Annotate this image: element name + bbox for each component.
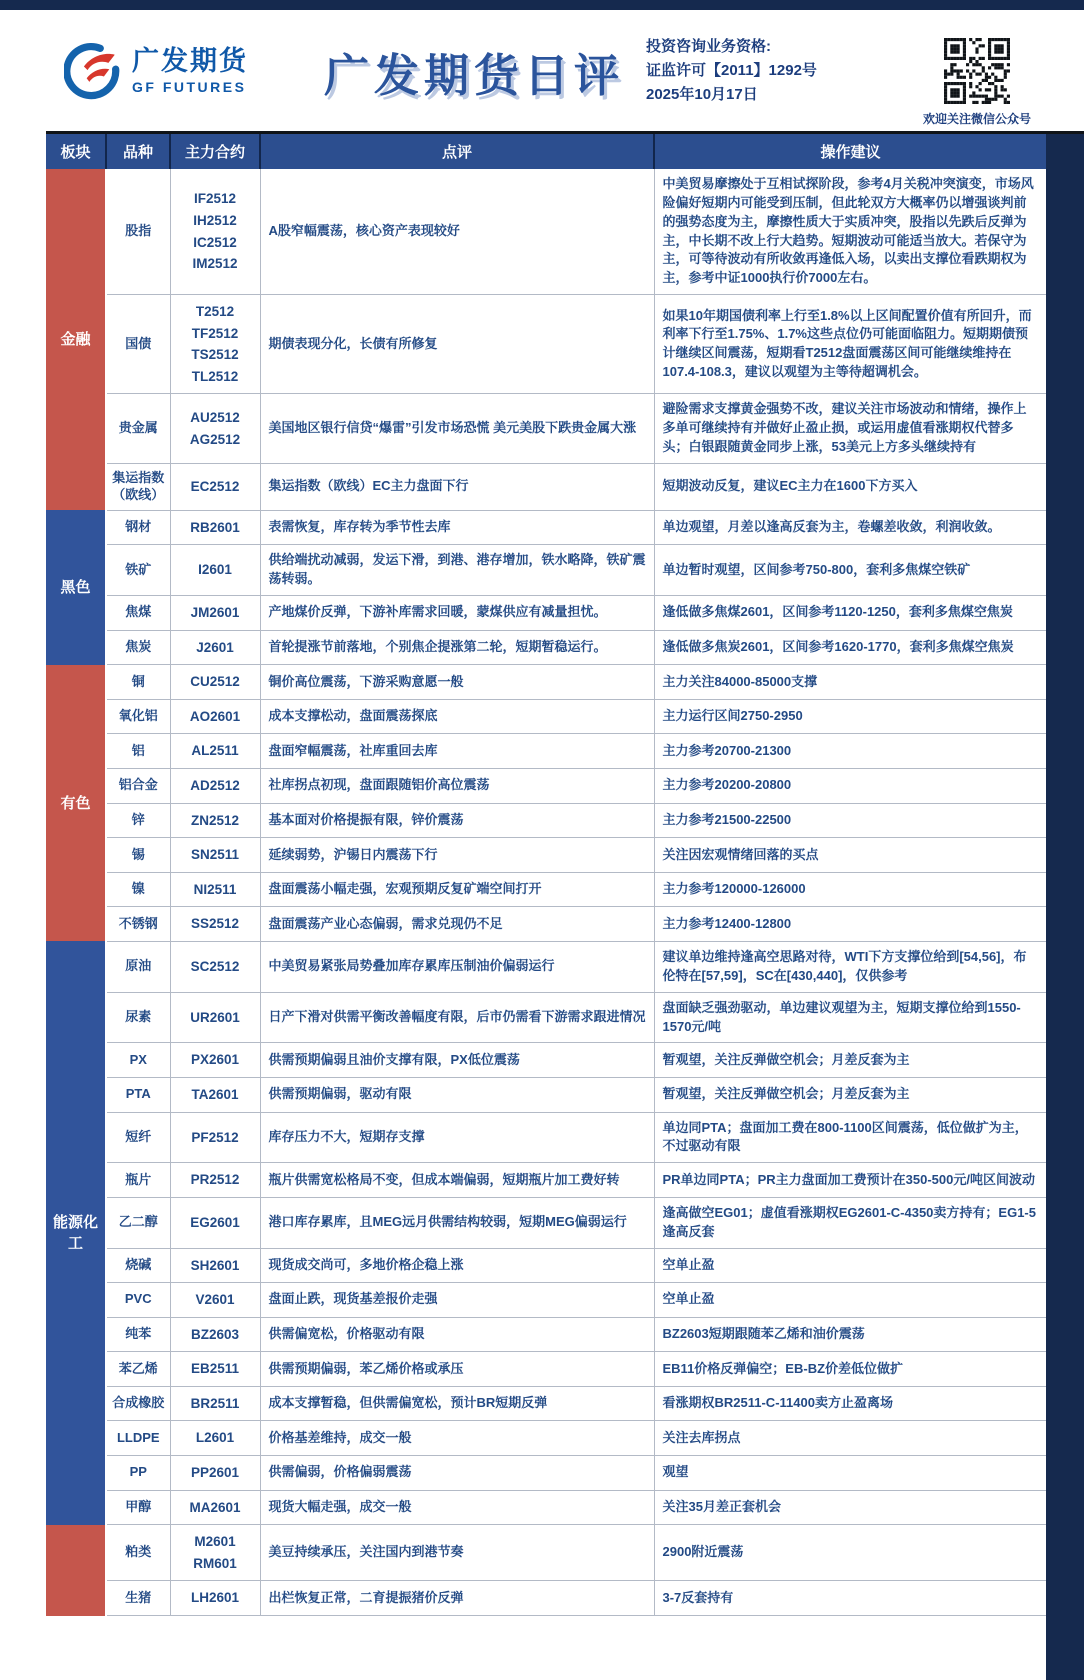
variety-cell: 瓶片: [106, 1163, 170, 1198]
comment-cell: 现货成交尚可，多地价格企稳上涨: [260, 1248, 654, 1283]
contract-cell: [170, 1112, 260, 1163]
comment-cell: 港口库存累库，且MEG远月供需结构较弱，短期MEG偏弱运行: [260, 1197, 654, 1248]
variety-cell: 合成橡胶: [106, 1386, 170, 1421]
comment-cell: 供需预期偏弱，苯乙烯价格或承压: [260, 1352, 654, 1387]
advice-cell: 逢高做空EG01；虚值看涨期权EG2601-C-4350卖方持有；EG1-5逢高反套: [654, 1197, 1046, 1248]
advice-cell: 如果10年期国债利率上行至1.8%以上区间配置价值有所回升，而利率下行至1.75%、1.7%这些点位仍可能面临阻力。短期期债预计继续区间震荡，短期看T2512盘面震荡区间可能继续维持在107.4-108.3，建议以观望为主等待超调机会。: [654, 295, 1046, 394]
comment-cell: 集运指数（欧线）EC主力盘面下行: [260, 463, 654, 510]
advice-cell: 主力运行区间2750-2950: [654, 699, 1046, 734]
table-row: [46, 803, 1046, 838]
contract-code: SN2511: [190, 847, 240, 863]
variety-cell: 镍: [106, 872, 170, 907]
contract-code: PP2601: [190, 1465, 240, 1481]
contract-cell: [170, 596, 260, 631]
contract-cell: [170, 394, 260, 464]
column-header-2: 主力合约: [170, 134, 260, 169]
column-header-1: 品种: [106, 134, 170, 169]
contract-code: IF2512: [193, 191, 237, 207]
table-header-row: [46, 134, 1046, 169]
advice-cell: 中美贸易摩擦处于互相试探阶段，参考4月关税冲突演变，市场风险偏好短期内可能受到压制，但此轮双方大概率仍以增强谈判前的强势态度为主，摩擦性质大于实质冲突，股指以先跌后反弹为主，中长期不改上行大趋势。短期波动可能适当放大。若保守为主，可等待波动有所收敛再逢低入场，以卖出支撑位看跌期权为主，参考中证1000执行价7000左右。: [654, 169, 1046, 295]
contract-cell: [170, 1283, 260, 1318]
contract-code: AO2601: [189, 708, 241, 724]
contract-cell: [170, 734, 260, 769]
comment-cell: 供需预期偏弱，驱动有限: [260, 1077, 654, 1112]
contract-cell: [170, 1317, 260, 1352]
section-label: 金融: [46, 169, 106, 510]
table-row: [46, 545, 1046, 596]
daily-review-table: [46, 134, 1046, 1616]
variety-cell: 国债: [106, 295, 170, 394]
table-row: [46, 630, 1046, 665]
contract-cell: [170, 1525, 260, 1581]
variety-cell: PX: [106, 1043, 170, 1078]
contract-cell: [170, 665, 260, 700]
comment-cell: 成本支撑松动，盘面震荡探底: [260, 699, 654, 734]
advice-cell: 关注因宏观情绪回落的买点: [654, 838, 1046, 873]
comment-cell: 首轮提涨节前落地，个别焦企提涨第二轮，短期暂稳运行。: [260, 630, 654, 665]
report-date: 2025年10月17日: [646, 86, 758, 103]
table-row: [46, 1456, 1046, 1491]
comment-cell: 中美贸易紧张局势叠加库存累库压制油价偏弱运行: [260, 941, 654, 992]
comment-cell: 盘面震荡小幅走强，宏观预期反复矿端空间打开: [260, 872, 654, 907]
contract-code: TF2512: [191, 325, 239, 341]
table-row: [46, 1043, 1046, 1078]
advice-cell: 关注去库拐点: [654, 1421, 1046, 1456]
section-label: 能源化工: [46, 941, 106, 1524]
variety-cell: 焦煤: [106, 596, 170, 631]
comment-cell: 成本支撑暂稳，但供需偏宽松，预计BR短期反弹: [260, 1386, 654, 1421]
contract-cell: [170, 1421, 260, 1456]
contract-cell: [170, 545, 260, 596]
section-label: [46, 1525, 106, 1616]
advice-cell: 2900附近震荡: [654, 1525, 1046, 1581]
variety-cell: 尿素: [106, 992, 170, 1043]
variety-cell: 乙二醇: [106, 1197, 170, 1248]
contract-code: MA2601: [189, 1499, 241, 1515]
comment-cell: 盘面止跌，现货基差报价走强: [260, 1283, 654, 1318]
contract-cell: [170, 1043, 260, 1078]
table-row: [46, 872, 1046, 907]
table-row: [46, 907, 1046, 942]
page-title: 广发期货日评: [323, 49, 624, 101]
table-row: [46, 1112, 1046, 1163]
comment-cell: 出栏恢复正常，二育提振猪价反弹: [260, 1581, 654, 1616]
table-row: [46, 1077, 1046, 1112]
table-row: [46, 1317, 1046, 1352]
comment-cell: 供需偏弱，价格偏弱震荡: [260, 1456, 654, 1491]
contract-cell: [170, 872, 260, 907]
contract-code: M2601: [194, 1534, 236, 1550]
variety-cell: PTA: [106, 1077, 170, 1112]
contract-code: L2601: [195, 1430, 235, 1446]
brand-logo: [64, 42, 316, 100]
advice-cell: 盘面缺乏强劲驱动，单边建议观望为主，短期支撑位给到1550-1570元/吨: [654, 992, 1046, 1043]
qr-code: [944, 38, 1010, 104]
advice-cell: 单边观望，月差以逢高反套为主，卷螺差收敛，利润收敛。: [654, 510, 1046, 545]
contract-code: BR2511: [190, 1395, 240, 1411]
comment-cell: 延续弱势，沪锡日内震荡下行: [260, 838, 654, 873]
section-label: 有色: [46, 665, 106, 942]
variety-cell: 苯乙烯: [106, 1352, 170, 1387]
comment-cell: 供需预期偏弱且油价支撑有限，PX低位震荡: [260, 1043, 654, 1078]
contract-code: PF2512: [191, 1129, 239, 1145]
contract-cell: [170, 699, 260, 734]
table-row: [46, 1525, 1046, 1581]
comment-cell: 产地煤价反弹，下游补库需求回暖，蒙煤供应有减量担忧。: [260, 596, 654, 631]
contract-code: T2512: [195, 304, 235, 320]
advice-cell: 暂观望，关注反弹做空机会；月差反套为主: [654, 1077, 1046, 1112]
advice-cell: 主力参考12400-12800: [654, 907, 1046, 942]
review-table-area: [46, 134, 1046, 1616]
comment-cell: 美国地区银行信贷“爆雷”引发市场恐慌 美元美股下跌贵金属大涨: [260, 394, 654, 464]
contract-cell: [170, 838, 260, 873]
table-row: [46, 734, 1046, 769]
table-row: [46, 295, 1046, 394]
brand-name-en: GF FUTURES: [132, 78, 247, 95]
variety-cell: PVC: [106, 1283, 170, 1318]
variety-cell: 锌: [106, 803, 170, 838]
advice-cell: EB11价格反弹偏空；EB-BZ价差低位做扩: [654, 1352, 1046, 1387]
table-row: [46, 1163, 1046, 1198]
advice-cell: 主力关注84000-85000支撑: [654, 665, 1046, 700]
contract-code: NI2511: [193, 881, 237, 897]
contract-code: SC2512: [190, 959, 240, 975]
variety-cell: 氧化铝: [106, 699, 170, 734]
comment-cell: 基本面对价格提振有限，锌价震荡: [260, 803, 654, 838]
variety-cell: PP: [106, 1456, 170, 1491]
top-border-bar: [0, 0, 1084, 10]
variety-cell: 短纤: [106, 1112, 170, 1163]
variety-cell: 钢材: [106, 510, 170, 545]
variety-cell: 原油: [106, 941, 170, 992]
variety-cell: 股指: [106, 169, 170, 295]
contract-code: AU2512: [190, 410, 240, 426]
table-row: [46, 394, 1046, 464]
contract-code: PX2601: [190, 1052, 240, 1068]
table-row: [46, 596, 1046, 631]
comment-cell: 现货大幅走强，成交一般: [260, 1490, 654, 1525]
brand-text: [132, 47, 248, 95]
contract-code: UR2601: [190, 1009, 240, 1025]
advice-cell: 观望: [654, 1456, 1046, 1491]
advice-cell: 3-7反套持有: [654, 1581, 1046, 1616]
comment-cell: 供给端扰动减弱，发运下滑，到港、港存增加，铁水略降，铁矿震荡转弱。: [260, 545, 654, 596]
variety-cell: 生猪: [106, 1581, 170, 1616]
table-row: [46, 1248, 1046, 1283]
contract-code: LH2601: [190, 1590, 240, 1606]
table-row: [46, 992, 1046, 1043]
comment-cell: 社库拐点初现，盘面跟随铝价高位震荡: [260, 769, 654, 804]
table-row: [46, 510, 1046, 545]
advice-cell: 逢低做多焦炭2601，区间参考1620-1770，套利多焦煤空焦炭: [654, 630, 1046, 665]
comment-cell: 库存压力不大，短期存支撑: [260, 1112, 654, 1163]
table-row: [46, 1352, 1046, 1387]
contract-code: AL2511: [191, 743, 239, 759]
contract-cell: [170, 1456, 260, 1491]
variety-cell: 铝: [106, 734, 170, 769]
credential-line: 证监许可【2011】1292号: [646, 62, 817, 79]
contract-code: JM2601: [190, 605, 240, 621]
table-row: [46, 1386, 1046, 1421]
contract-cell: [170, 1077, 260, 1112]
contract-cell: [170, 1248, 260, 1283]
contract-code: EG2601: [190, 1214, 240, 1230]
comment-cell: 盘面震荡产业心态偏弱，需求兑现仍不足: [260, 907, 654, 942]
contract-code: SH2601: [190, 1257, 240, 1273]
advice-cell: 主力参考20700-21300: [654, 734, 1046, 769]
contract-cell: [170, 1490, 260, 1525]
variety-cell: 烧碱: [106, 1248, 170, 1283]
advice-cell: 主力参考120000-126000: [654, 872, 1046, 907]
contract-code: I2601: [198, 562, 232, 578]
variety-cell: 不锈钢: [106, 907, 170, 942]
credentials-block: [632, 35, 898, 107]
table-row: [46, 169, 1046, 295]
comment-cell: 铜价高位震荡，下游采购意愿一般: [260, 665, 654, 700]
advice-cell: 看涨期权BR2511-C-11400卖方止盈离场: [654, 1386, 1046, 1421]
contract-code: AD2512: [190, 778, 240, 793]
contract-cell: [170, 1163, 260, 1198]
table-row: [46, 1197, 1046, 1248]
column-header-3: 点评: [260, 134, 654, 169]
comment-cell: 瓶片供需宽松格局不变，但成本端偏弱，短期瓶片加工费好转: [260, 1163, 654, 1198]
table-row: [46, 1490, 1046, 1525]
contract-code: EB2511: [190, 1361, 240, 1377]
column-header-4: 操作建议: [654, 134, 1046, 169]
advice-cell: 逢低做多焦煤2601，区间参考1120-1250，套利多焦煤空焦炭: [654, 596, 1046, 631]
contract-code: ZN2512: [190, 812, 240, 828]
advice-cell: 单边同PTA；盘面加工费在800-1100区间震荡，低位做扩为主，不过驱动有限: [654, 1112, 1046, 1163]
variety-cell: 纯苯: [106, 1317, 170, 1352]
contract-code: AG2512: [189, 431, 241, 447]
contract-code: PR2512: [190, 1172, 240, 1188]
right-border-band: [1046, 134, 1084, 1680]
contract-code: EC2512: [190, 479, 240, 495]
contract-cell: [170, 992, 260, 1043]
contract-cell: [170, 630, 260, 665]
contract-code: IC2512: [193, 234, 237, 250]
contract-code: RB2601: [190, 519, 240, 535]
contract-cell: [170, 1197, 260, 1248]
gf-logo-icon: [64, 42, 122, 100]
table-row: [46, 941, 1046, 992]
contract-code: RM601: [193, 1555, 237, 1571]
advice-cell: 避险需求支撑黄金强势不改，建议关注市场波动和情绪，操作上多单可继续持有并做好止盈止损，或运用虚值看涨期权代替多头；白银跟随黄金同步上涨，53美元上方多头继续持有: [654, 394, 1046, 464]
advice-cell: 空单止盈: [654, 1248, 1046, 1283]
contract-cell: [170, 803, 260, 838]
credential-line: 投资咨询业务资格:: [646, 38, 771, 55]
advice-cell: 建议单边维持逢高空思路对待，WTI下方支撑位给到[54,56]，布伦特在[57,59]，SC在[430,440]，仅供参考: [654, 941, 1046, 992]
table-row: [46, 463, 1046, 510]
advice-cell: BZ2603短期跟随苯乙烯和油价震荡: [654, 1317, 1046, 1352]
advice-cell: 主力参考21500-22500: [654, 803, 1046, 838]
comment-cell: 期债表现分化，长债有所修复: [260, 295, 654, 394]
variety-cell: LLDPE: [106, 1421, 170, 1456]
comment-cell: A股窄幅震荡，核心资产表现较好: [260, 169, 654, 295]
advice-cell: 短期波动反复，建议EC主力在1600下方买入: [654, 463, 1046, 510]
qr-caption: 欢迎关注微信公众号: [922, 112, 1031, 126]
comment-cell: 盘面窄幅震荡，社库重回去库: [260, 734, 654, 769]
contract-cell: [170, 295, 260, 394]
table-row: [46, 1421, 1046, 1456]
variety-cell: 铝合金: [106, 769, 170, 804]
table-row: [46, 769, 1046, 804]
contract-cell: [170, 510, 260, 545]
advice-cell: PR单边同PTA；PR主力盘面加工费预计在350-500元/吨区间波动: [654, 1163, 1046, 1198]
contract-cell: [170, 907, 260, 942]
comment-cell: 表需恢复，库存转为季节性去库: [260, 510, 654, 545]
comment-cell: 美豆持续承压，关注国内到港节奏: [260, 1525, 654, 1581]
contract-code: V2601: [195, 1292, 235, 1308]
table-row: [46, 699, 1046, 734]
table-row: [46, 838, 1046, 873]
advice-cell: 空单止盈: [654, 1283, 1046, 1318]
comment-cell: 日产下滑对供需平衡改善幅度有限，后市仍需看下游需求跟进情况: [260, 992, 654, 1043]
contract-code: TA2601: [191, 1086, 239, 1102]
variety-cell: 铜: [106, 665, 170, 700]
table-row: [46, 1581, 1046, 1616]
section-label: 黑色: [46, 510, 106, 664]
contract-cell: [170, 941, 260, 992]
comment-cell: 供需偏宽松，价格驱动有限: [260, 1317, 654, 1352]
table-row: [46, 665, 1046, 700]
variety-cell: 集运指数（欧线）: [106, 463, 170, 510]
qr-block: [898, 15, 1056, 127]
contract-code: IH2512: [193, 212, 237, 228]
table-row: [46, 1283, 1046, 1318]
contract-cell: [170, 1581, 260, 1616]
contract-code: IM2512: [192, 256, 238, 272]
variety-cell: 焦炭: [106, 630, 170, 665]
brand-name-cn: 广发期货: [132, 46, 248, 77]
contract-cell: [170, 169, 260, 295]
contract-code: J2601: [196, 639, 234, 655]
advice-cell: 主力参考20200-20800: [654, 769, 1046, 804]
contract-cell: [170, 1386, 260, 1421]
advice-cell: 单边暂时观望，区间参考750-800，套利多焦煤空铁矿: [654, 545, 1046, 596]
advice-cell: 暂观望，关注反弹做空机会；月差反套为主: [654, 1043, 1046, 1078]
variety-cell: 甲醇: [106, 1490, 170, 1525]
contract-code: SS2512: [190, 916, 240, 932]
comment-cell: 价格基差维持，成交一般: [260, 1421, 654, 1456]
variety-cell: 锡: [106, 838, 170, 873]
report-header: [0, 10, 1084, 132]
contract-cell: [170, 463, 260, 510]
column-header-0: 板块: [46, 134, 106, 169]
contract-cell: [170, 1352, 260, 1387]
variety-cell: 贵金属: [106, 394, 170, 464]
advice-cell: 关注35月差正套机会: [654, 1490, 1046, 1525]
contract-cell: [170, 769, 260, 804]
contract-code: BZ2603: [190, 1326, 240, 1342]
contract-code: CU2512: [190, 674, 240, 690]
variety-cell: 粕类: [106, 1525, 170, 1581]
contract-code: TL2512: [191, 368, 239, 384]
contract-code: TS2512: [191, 347, 239, 363]
variety-cell: 铁矿: [106, 545, 170, 596]
